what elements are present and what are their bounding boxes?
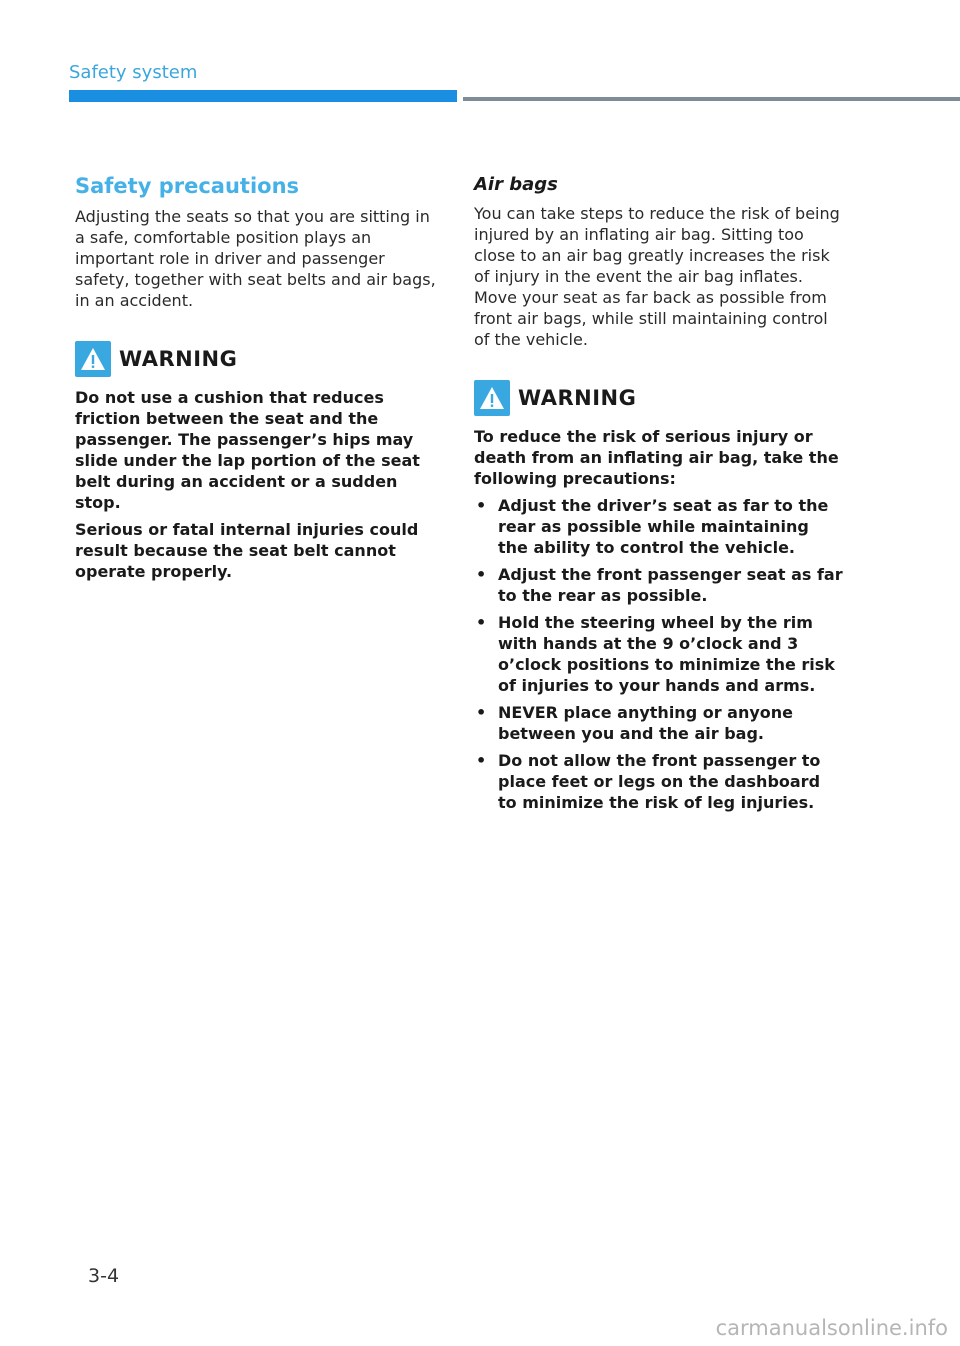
header-rule <box>463 97 960 101</box>
list-item-text: NEVER place anything or anyone between you and the air bag. <box>498 703 794 743</box>
bullet-icon: • <box>476 613 487 632</box>
right-warning-label: WARNING <box>518 386 637 410</box>
list-item <box>474 750 844 813</box>
left-warning-label: WARNING <box>119 347 238 371</box>
header-accent-bar <box>69 90 457 102</box>
list-item-text: Do not allow the front passenger to place feet or legs on the dashboard to minimize the risk of leg injuries. <box>498 751 821 812</box>
left-column <box>75 170 443 588</box>
warning-triangle-icon <box>75 341 111 377</box>
air-bags-heading: Air bags <box>474 174 558 195</box>
list-item <box>474 612 844 696</box>
left-warning-paragraph-2: Serious or fatal internal injuries could result because the seat belt cannot operate properly. <box>75 520 419 581</box>
left-warning-paragraph-1: Do not use a cushion that reduces friction between the seat and the passenger. The passenger’s hips may slide under the lap portion of the seat belt during an accident or a sudden stop. <box>75 388 420 512</box>
right-warning-lead: To reduce the risk of serious injury or death from an inflating air bag, take the following precautions: <box>474 427 839 488</box>
air-bags-intro: You can take steps to reduce the risk of being injured by an inflating air bag. Sitting too close to an air bag greatly increases the risk of injury in the event the air bag inflates. Move your seat as far back as possible from front air bags, while still maintaining control of the vehicle. <box>474 204 840 349</box>
right-warning-header <box>474 380 844 416</box>
bullet-icon: • <box>476 496 487 515</box>
bullet-icon: • <box>476 751 487 770</box>
list-item <box>474 702 844 744</box>
list-item <box>474 564 844 606</box>
right-warning-bullet-list <box>474 495 844 813</box>
list-item-text: Adjust the front passenger seat as far to the rear as possible. <box>498 565 843 605</box>
list-item <box>474 495 844 558</box>
warning-triangle-icon <box>474 380 510 416</box>
section-header-title: Safety system <box>69 62 198 83</box>
left-warning-header <box>75 341 443 377</box>
list-item-text: Adjust the driver’s seat as far to the rear as possible while maintaining the ability to control the vehicle. <box>498 496 829 557</box>
safety-precautions-intro: Adjusting the seats so that you are sitting in a safe, comfortable position plays an important role in driver and passenger safety, together with seat belts and air bags, in an accident. <box>75 207 436 310</box>
right-column <box>474 170 844 819</box>
list-item-text: Hold the steering wheel by the rim with hands at the 9 o’clock and 3 o’clock positions to minimize the risk of injuries to your hands and arms. <box>498 613 835 695</box>
bullet-icon: • <box>476 565 487 584</box>
safety-precautions-heading: Safety precautions <box>75 174 300 198</box>
watermark: carmanualsonline.info <box>715 1316 948 1340</box>
bullet-icon: • <box>476 703 487 722</box>
page-number: 3-4 <box>88 1265 120 1287</box>
